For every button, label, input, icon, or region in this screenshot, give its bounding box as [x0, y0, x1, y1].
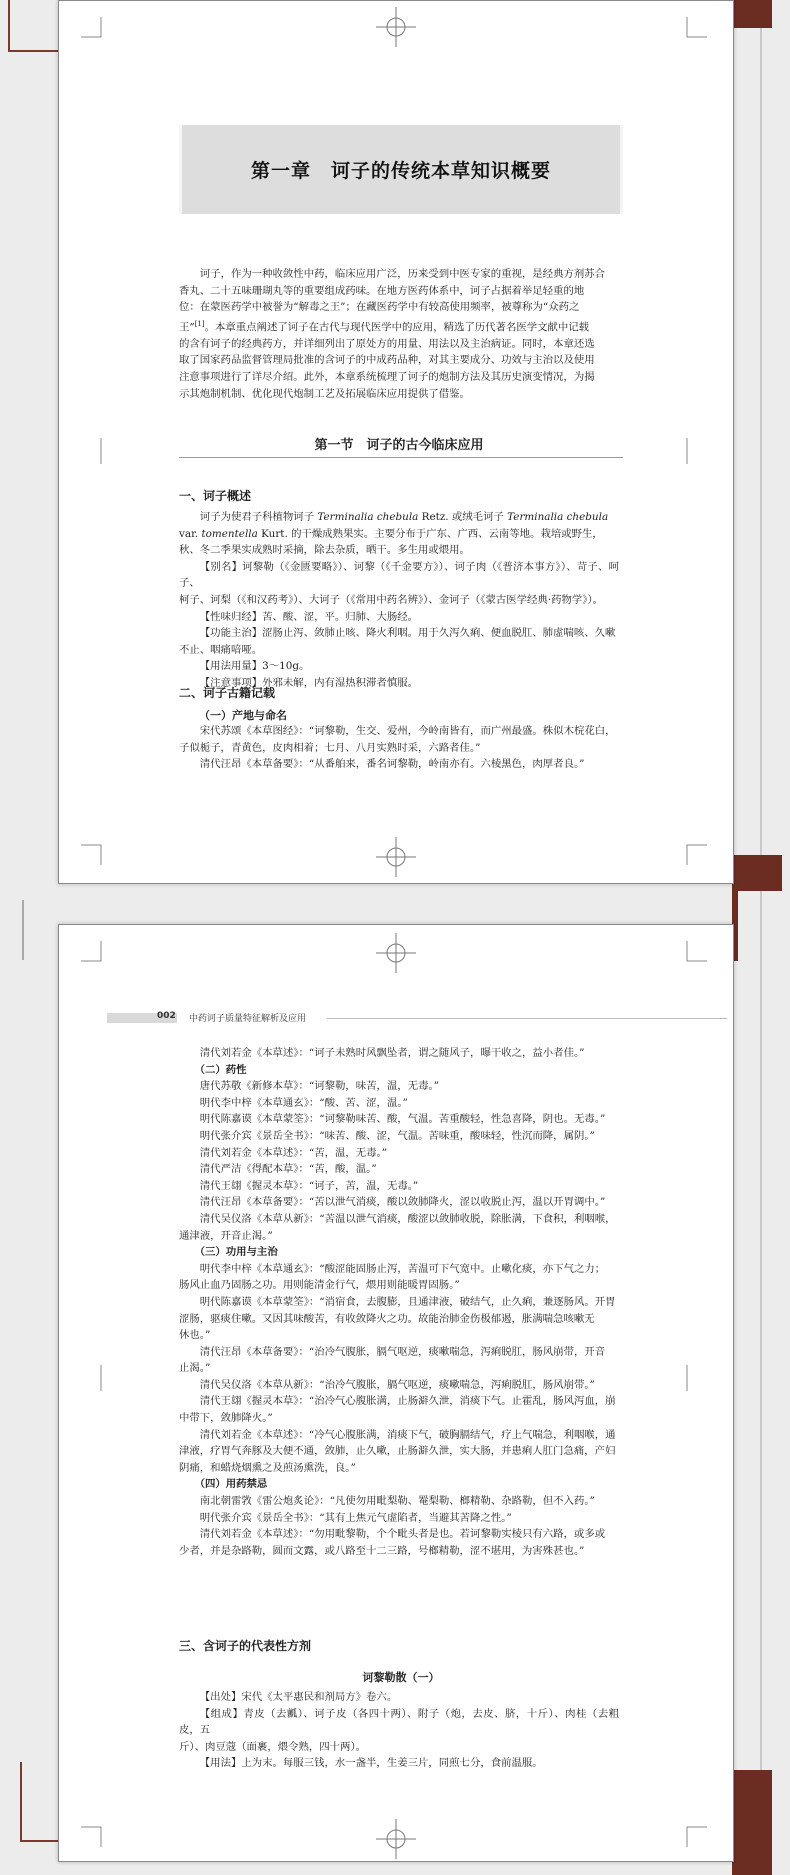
crop-mark-icon	[81, 1821, 107, 1847]
crop-mark-icon	[681, 941, 707, 967]
text-line: 柯子、诃梨（《和汉药考》）、大诃子（《常用中药名辨》）、金诃子（《蒙古医学经典·药物学》）。	[179, 593, 604, 606]
text-line: 津液，疗胃气奔豚及大便不通，敛肺，止久嗽，止肠澼久泄，实大肠，并患痢人肛门急痛，产妇	[179, 1445, 616, 1458]
text-line: 【功能主治】涩肠止泻、敛肺止咳、降火利咽。用于久泻久痢、便血脱肛、肺虚喘咳、久嗽	[199, 627, 616, 640]
text-line: 清代汪昂《本草备要》：“从番舶来，番名诃黎勒，岭南亦有。六棱黑色，肉厚者良。”	[199, 758, 585, 771]
crop-mark-icon	[681, 1365, 707, 1391]
text-line: 止渴。”	[179, 1362, 211, 1375]
crop-mark-icon	[81, 17, 107, 43]
page-number: 002	[157, 1011, 176, 1021]
crop-mark-icon	[81, 941, 107, 967]
registration-mark-icon	[376, 837, 416, 877]
text-line: 清代王翃《握灵本草》：“治冷气心腹胀满，止肠澼久泄，消痰下气。止霍乱，肠风泻血，崩	[199, 1395, 616, 1408]
text-line: 【注意事项】外邪未解，内有湿热积滞者慎服。	[199, 676, 418, 689]
chapter-title: 第一章 诃子的传统本草知识概要	[250, 160, 551, 182]
text-line: 取了国家药品监督管理局批准的含诃子的中成药品种，对其主要成分、功效与主治以及使用	[179, 354, 595, 367]
heading-nature: （二）药性	[194, 1063, 247, 1076]
heading-function: （三）功用与主治	[194, 1246, 278, 1259]
text-line: 位：在蒙医药学中被誉为“解毒之王”；在藏医药学中有较高使用频率，被尊称为“众药之	[179, 301, 580, 314]
running-title: 中药诃子质量特征解析及应用	[189, 1014, 307, 1024]
heading-overview: 一、诃子概述	[179, 489, 252, 503]
text-line: 注意事项进行了详尽介绍。此外，本章系统梳理了诃子的炮制方法及其历史演变情况，为揭	[179, 371, 595, 384]
crop-mark-icon	[81, 438, 107, 464]
running-header	[107, 1011, 647, 1025]
text-line: 诃子，作为一种收敛性中药，临床应用广泛，历来受到中医专家的重视，是经典方剂苏合	[199, 268, 606, 280]
text-line: 明代李中梓《本草通玄》：“酸涩能固肠止泻，苦温可下气宽中。止嗽化痰，亦下气之力；	[199, 1262, 606, 1275]
intro-paragraph	[179, 266, 619, 402]
frame-line	[22, 900, 24, 960]
crop-mark-icon	[81, 1365, 107, 1391]
heading-ancient: 二、诃子古籍记载	[179, 686, 276, 700]
text-line: 通津液，开音止渴。”	[179, 1229, 273, 1242]
registration-mark-icon	[376, 1819, 416, 1859]
text-line: 明代陈嘉谟《本草蒙筌》：“消宿食，去腹膨，且通津液，破结气，止久痢，兼逐肠风。开胃	[199, 1295, 616, 1308]
registration-mark-icon	[376, 933, 416, 973]
text-line: 香丸、二十五味珊瑚丸等的重要组成药味。在地方医药体系中，诃子占据着举足轻重的地	[179, 284, 585, 297]
text-line: 唐代苏敬《新修本草》：“诃黎勒，味苦，温，无毒。”	[199, 1080, 440, 1093]
text-line: 示其炮制机制、优化现代炮制工艺及拓展临床应用提供了借鉴。	[179, 387, 470, 400]
crop-mark-icon	[81, 839, 107, 865]
text-line: 【组成】青皮（去瓤）、诃子皮（各四十两）、附子（炮，去皮、脐，十斤）、肉桂（去粗皮，五	[179, 1707, 619, 1737]
text-line: 秋、冬二季果实成熟时采摘，除去杂质，晒干。多生用或煨用。	[179, 544, 470, 557]
text-line: 【性味归经】苦、酸、涩，平。归肺、大肠经。	[199, 610, 418, 623]
citation-ref[interactable]: [1]	[194, 319, 205, 328]
crop-mark-icon	[681, 438, 707, 464]
heading-taboo: （四）用药禁忌	[194, 1478, 268, 1491]
text-line: 明代李中梓《本草通玄》：“酸、苦、涩，温。”	[199, 1096, 408, 1109]
frame-line	[8, 50, 60, 52]
text-line: 清代吴仪洛《本草从新》：“治冷气腹胀，膈气呕逆，痰嗽喘急，泻痢脱肛，肠风崩带。”	[199, 1378, 595, 1391]
frame-line	[760, 0, 762, 1875]
decor-block	[732, 0, 772, 28]
decor-block	[732, 1770, 772, 1875]
text-line: 清代刘若金《本草述》：“冷气心腹胀满，消痰下气，破胸膈结气，疗上气喘急，利咽喉，通	[199, 1428, 616, 1441]
text-line: 清代汪昂《本草备要》：“治冷气腹胀，膈气呕逆，痰嗽喘急，泻痢脱肛，肠风崩带，开音	[199, 1345, 606, 1358]
chapter-heading-box	[179, 125, 623, 214]
text-line: 明代张介宾《景岳全书》：“其有上焦元气虚陷者，当避其苦降之性。”	[199, 1511, 512, 1524]
section-rule	[179, 457, 623, 458]
text-line: 中带下，敛肺降火。”	[179, 1412, 273, 1425]
text-line: 宋代苏颂《本草图经》：“诃黎勒，生交、爱州，今岭南皆有，而广州最盛。株似木梡花白，	[199, 725, 616, 737]
text-line: 斤）、肉豆蔻（面裹，煨令熟，四十两）。	[179, 1740, 367, 1753]
text-line: 清代吴仪洛《本草从新》：“苦温以泄气消痰，酸涩以敛肺收脱，除胀满，下食积，利咽喉，	[199, 1212, 616, 1225]
text-line: 明代张介宾《景岳全书》：“味苦、酸、涩，气温。苦味重，酸味轻，性沉而降，属阴。”	[199, 1129, 595, 1142]
text-line: 诃子为使君子科植物诃子 Terminalia chebula Retz. 或绒毛诃子 Terminalia chebula	[199, 511, 609, 523]
text-line: 清代汪昂《本草备要》：“苦以泄气消痰，酸以敛肺降火，涩以收脱止泻，温以开胃调中。”	[199, 1196, 606, 1209]
text-line: 子似栀子，青黄色，皮肉相着；七月、八月实熟时采，六路者佳。”	[179, 741, 481, 754]
text-line: 【出处】宋代《太平惠民和剂局方》卷六。	[199, 1691, 398, 1703]
page-1	[58, 0, 734, 884]
text-line: 【用法】上为末。每服三钱，水一盏半，生姜三片，同煎七分，食前温服。	[199, 1757, 543, 1770]
text-line: 南北朝雷敩《雷公炮炙论》：“凡使勿用毗梨勒、罨梨勒、榔精勒、杂路勒，但不入药。”	[199, 1495, 595, 1508]
crop-mark-icon	[681, 1821, 707, 1847]
text-line: 少者，并是杂路勒，圆而文露，或八路至十二三路，号榔精勒，涩不堪用，为害殊甚也。”	[179, 1544, 585, 1557]
header-rule	[327, 1018, 727, 1019]
text-line: var. tomentella Kurt. 的干燥成熟果实。主要分布于广东、广西、云南等地。栽培或野生，	[179, 527, 603, 540]
text-line: 王”[1]。本章重点阐述了诃子在古代与现代医学中的应用，精选了历代著名医学文献中记载	[179, 319, 590, 334]
formula-text	[179, 1689, 619, 1772]
text-line: 明代陈嘉谟《本草蒙筌》：“诃黎勒味苦、酸，气温。苦重酸轻，性急喜降，阴也。无毒。”	[199, 1113, 606, 1126]
overview-paragraph	[179, 509, 619, 692]
origin-paragraph	[179, 723, 619, 773]
text-line: 清代刘若金《本草述》：“诃子未熟时风飘坠者，谓之随风子，曝干收之，益小者佳。”	[199, 1047, 585, 1059]
text-line: 清代严洁《得配本草》：“苦，酸，温。”	[199, 1163, 377, 1176]
frame-line	[8, 0, 10, 52]
text-line: 【用法用量】3～10g。	[199, 660, 310, 673]
text-line: 涩肠，驱痰住嗽。又因其味酸苦，有收敛降火之功。故能治肺金伤极郁遏，胀满喘急咳嗽无	[179, 1312, 595, 1325]
crop-mark-icon	[681, 839, 707, 865]
registration-mark-icon	[376, 7, 416, 47]
text-line: 清代刘若金《本草述》：“苦，温，无毒。”	[199, 1146, 388, 1159]
text-line: 休也。”	[179, 1329, 211, 1342]
text-line: 阴痛，和蜡烧烟熏之及煎汤熏洗，良。”	[179, 1461, 356, 1474]
section-title: 第一节 诃子的古今临床应用	[314, 438, 484, 453]
formula-title: 诃黎勒散（一）	[362, 1671, 440, 1684]
heading-formula: 三、含诃子的代表性方剂	[179, 1639, 312, 1653]
page2-text	[179, 1045, 619, 1559]
text-line: 清代刘若金《本草述》：“勿用毗黎勒，个个毗头者是也。若诃黎勒实棱只有六路，或多或	[199, 1528, 606, 1541]
text-line: 肠风止血乃固肠之功。用则能清金行气，煨用则能暖胃固肠。”	[179, 1279, 460, 1292]
heading-origin: （一）产地与命名	[199, 709, 287, 722]
crop-mark-icon	[681, 17, 707, 43]
page-2	[58, 924, 734, 1862]
text-line: 【别名】诃黎勒（《金匮要略》）、诃黎（《千金要方》）、诃子肉（《普济本事方》）、苛子、呵子、	[179, 560, 619, 590]
text-line: 不止、咽痛喑哑。	[179, 643, 263, 656]
text-line: 的含有诃子的经典药方，并详细列出了原处方的用量、用法以及主治病证。同时，本章还选	[179, 337, 595, 350]
decor-block	[732, 855, 782, 891]
text-line: 清代王翃《握灵本草》：“诃子，苦，温，无毒。”	[199, 1179, 419, 1192]
frame-line	[20, 1762, 22, 1842]
